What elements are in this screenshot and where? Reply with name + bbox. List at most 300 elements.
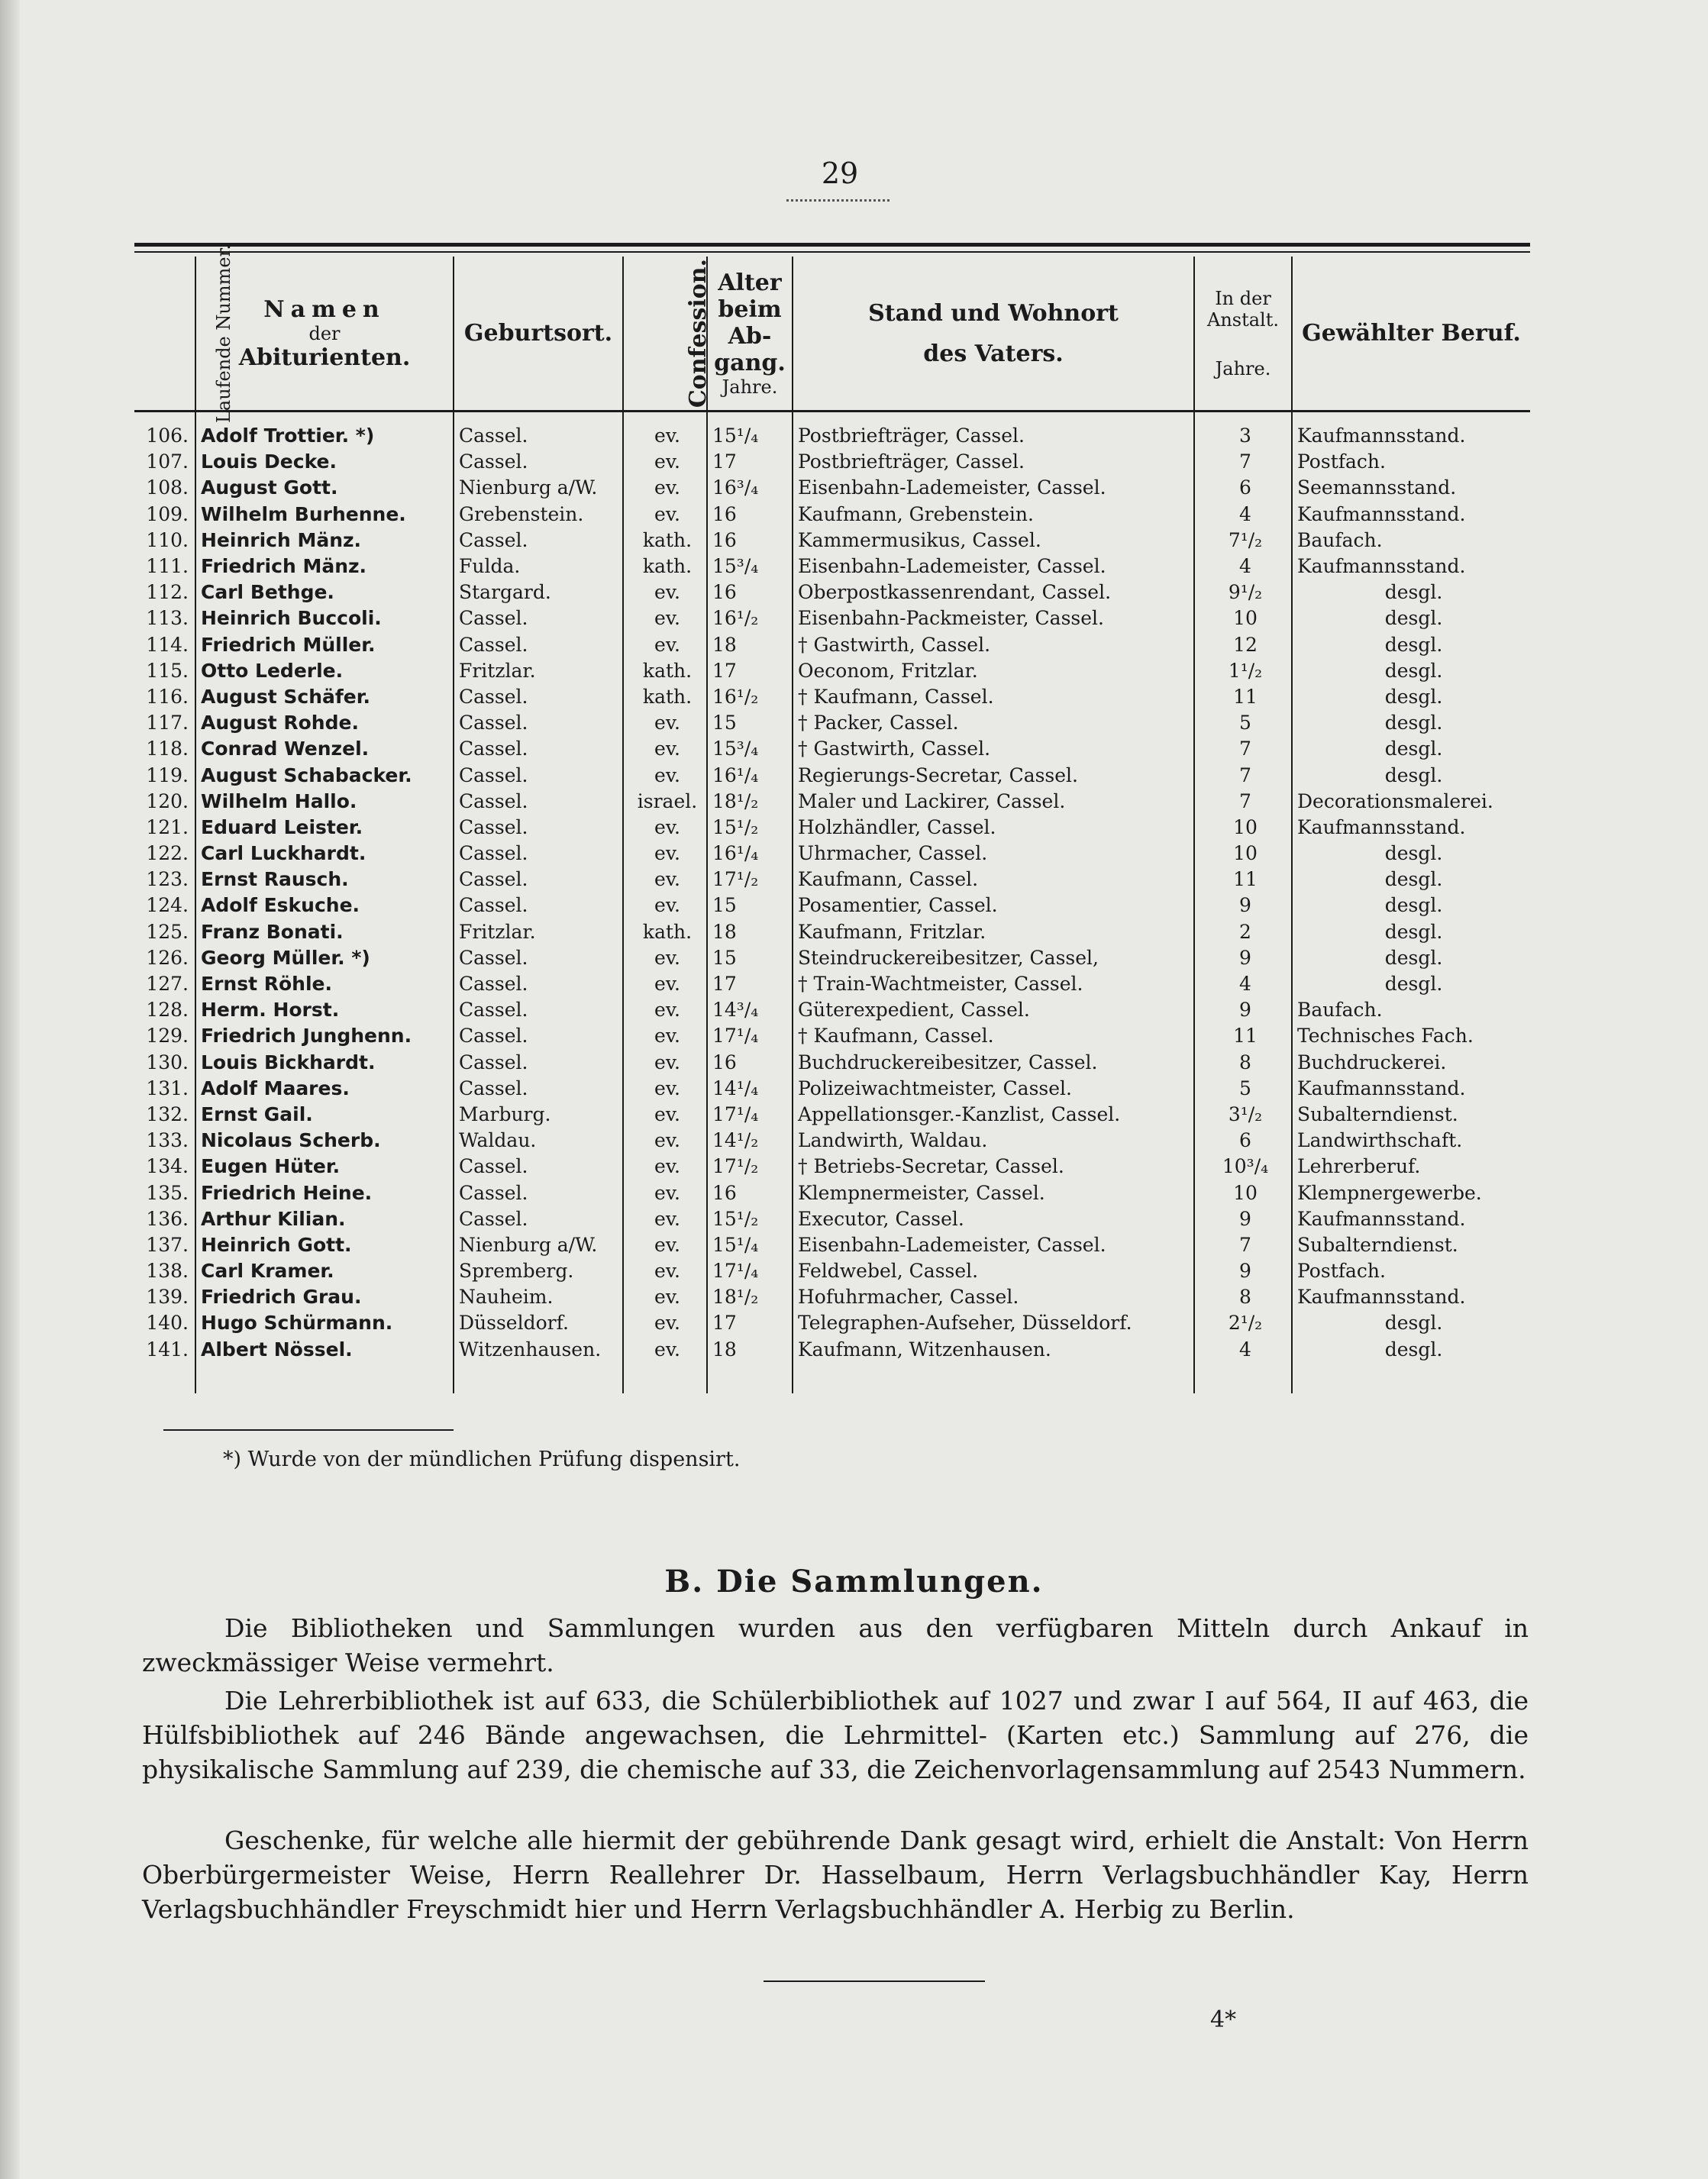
chosen-career: desgl. <box>1292 867 1530 893</box>
row-number: 134. <box>146 1155 189 1178</box>
table-row <box>134 502 1530 528</box>
chosen-career: Kaufmannsstand. <box>1292 502 1530 528</box>
father-occupation: Uhrmacher, Cassel. <box>793 841 1194 867</box>
years-at-institution: 10 <box>1194 605 1292 631</box>
student-name: August Gott. <box>195 475 454 501</box>
years-at-institution: 7 <box>1194 762 1292 788</box>
row-number: 127. <box>146 973 189 996</box>
father-occupation: Executor, Cassel. <box>793 1206 1194 1232</box>
years-at-institution: 2¹/₂ <box>1194 1310 1292 1336</box>
signature-mark: 4* <box>1210 2006 1237 2033</box>
chosen-career: desgl. <box>1292 945 1530 971</box>
table-top-rule <box>134 243 1530 247</box>
header-age-line2: beim <box>718 295 782 323</box>
father-occupation: Eisenbahn-Lademeister, Cassel. <box>793 554 1194 579</box>
father-occupation: Eisenbahn-Packmeister, Cassel. <box>793 605 1194 631</box>
row-number: 116. <box>146 685 189 708</box>
birthplace: Cassel. <box>454 1050 623 1076</box>
confession: israel. <box>623 789 707 815</box>
age-at-leaving: 16 <box>707 1180 793 1206</box>
chosen-career: Buchdruckerei. <box>1292 1050 1530 1076</box>
chosen-career: desgl. <box>1292 841 1530 867</box>
years-at-institution: 5 <box>1194 1076 1292 1102</box>
student-name: Heinrich Mänz. <box>195 528 454 554</box>
confession: ev. <box>623 412 707 450</box>
years-at-institution: 9¹/₂ <box>1194 579 1292 605</box>
years-at-institution: 4 <box>1194 971 1292 997</box>
header-father-line1: Stand und Wohnort <box>868 299 1119 327</box>
row-number: 139. <box>146 1286 189 1309</box>
birthplace: Cassel. <box>454 1076 623 1102</box>
father-occupation: Telegraphen-Aufseher, Düsseldorf. <box>793 1310 1194 1336</box>
confession: ev. <box>623 1310 707 1336</box>
student-name: Friedrich Mänz. <box>195 554 454 579</box>
confession: ev. <box>623 997 707 1023</box>
chosen-career: Postfach. <box>1292 449 1530 475</box>
paragraph-2 <box>142 1683 1529 1787</box>
age-at-leaving: 14³/₄ <box>707 997 793 1023</box>
age-at-leaving: 15 <box>707 945 793 971</box>
row-number: 125. <box>146 920 189 943</box>
table-row <box>134 919 1530 945</box>
table-top-rule-thin <box>134 251 1530 253</box>
confession: ev. <box>623 971 707 997</box>
student-name: Hugo Schürmann. <box>195 1310 454 1336</box>
age-at-leaving: 15³/₄ <box>707 554 793 579</box>
table-row <box>134 658 1530 684</box>
years-at-institution: 8 <box>1194 1284 1292 1310</box>
years-at-institution: 2 <box>1194 919 1292 945</box>
chosen-career: desgl. <box>1292 658 1530 684</box>
father-occupation: Kaufmann, Grebenstein. <box>793 502 1194 528</box>
table-row <box>134 762 1530 788</box>
years-at-institution: 4 <box>1194 502 1292 528</box>
father-occupation: Eisenbahn-Lademeister, Cassel. <box>793 475 1194 501</box>
student-name: Conrad Wenzel. <box>195 736 454 762</box>
birthplace: Cassel. <box>454 1180 623 1206</box>
birthplace: Cassel. <box>454 815 623 841</box>
birthplace: Düsseldorf. <box>454 1310 623 1336</box>
age-at-leaving: 17 <box>707 1310 793 1336</box>
father-occupation: † Betriebs-Secretar, Cassel. <box>793 1154 1194 1180</box>
chosen-career: desgl. <box>1292 893 1530 918</box>
years-at-institution: 5 <box>1194 710 1292 736</box>
row-number: 133. <box>146 1129 189 1152</box>
table-row <box>134 1284 1530 1310</box>
student-name: Ernst Rausch. <box>195 867 454 893</box>
chosen-career: desgl. <box>1292 762 1530 788</box>
table-row <box>134 1337 1530 1393</box>
father-occupation: Holzhändler, Cassel. <box>793 815 1194 841</box>
birthplace: Cassel. <box>454 893 623 918</box>
row-number: 136. <box>146 1207 189 1230</box>
birthplace: Fritzlar. <box>454 919 623 945</box>
chosen-career: desgl. <box>1292 736 1530 762</box>
header-name-line1: Namen <box>263 295 386 323</box>
confession: ev. <box>623 1337 707 1393</box>
table-row <box>134 1050 1530 1076</box>
chosen-career: desgl. <box>1292 971 1530 997</box>
row-number: 140. <box>146 1312 189 1335</box>
table-row <box>134 1128 1530 1154</box>
years-at-institution: 3¹/₂ <box>1194 1102 1292 1128</box>
page-edge-shadow <box>0 0 20 2179</box>
footnote: *) Wurde von der mündlichen Prüfung dispensirt. <box>223 1448 741 1471</box>
row-number: 132. <box>146 1102 189 1125</box>
father-occupation: Steindruckereibesitzer, Cassel, <box>793 945 1194 971</box>
age-at-leaving: 18 <box>707 1337 793 1393</box>
student-name: Friedrich Junghenn. <box>195 1023 454 1049</box>
table-row <box>134 710 1530 736</box>
years-at-institution: 7 <box>1194 789 1292 815</box>
age-at-leaving: 17¹/₄ <box>707 1023 793 1049</box>
chosen-career: Kaufmannsstand. <box>1292 1076 1530 1102</box>
father-occupation: Hofuhrmacher, Cassel. <box>793 1284 1194 1310</box>
student-name: Adolf Maares. <box>195 1076 454 1102</box>
years-at-institution: 4 <box>1194 1337 1292 1393</box>
father-occupation: Eisenbahn-Lademeister, Cassel. <box>793 1232 1194 1258</box>
row-number: 123. <box>146 868 189 891</box>
father-occupation: Polizeiwachtmeister, Cassel. <box>793 1076 1194 1102</box>
chosen-career: Klempnergewerbe. <box>1292 1180 1530 1206</box>
student-name: Carl Bethge. <box>195 579 454 605</box>
age-at-leaving: 18 <box>707 919 793 945</box>
student-name: Georg Müller. *) <box>195 945 454 971</box>
row-number: 128. <box>146 999 189 1022</box>
student-name: Ernst Gail. <box>195 1102 454 1128</box>
birthplace: Cassel. <box>454 997 623 1023</box>
table-row <box>134 997 1530 1023</box>
table-row <box>134 945 1530 971</box>
chosen-career: Landwirthschaft. <box>1292 1128 1530 1154</box>
birthplace: Cassel. <box>454 684 623 710</box>
header-birthplace <box>454 257 623 412</box>
table-row <box>134 1206 1530 1232</box>
years-at-institution: 7 <box>1194 449 1292 475</box>
table-row <box>134 736 1530 762</box>
row-number: 131. <box>146 1077 189 1099</box>
age-at-leaving: 16 <box>707 1050 793 1076</box>
father-occupation: Postbriefträger, Cassel. <box>793 412 1194 450</box>
chosen-career: desgl. <box>1292 710 1530 736</box>
years-at-institution: 6 <box>1194 1128 1292 1154</box>
birthplace: Cassel. <box>454 528 623 554</box>
table-row <box>134 528 1530 554</box>
confession: ev. <box>623 762 707 788</box>
table-row <box>134 1076 1530 1102</box>
confession: ev. <box>623 1284 707 1310</box>
student-name: Wilhelm Hallo. <box>195 789 454 815</box>
confession: ev. <box>623 1128 707 1154</box>
student-name: Carl Kramer. <box>195 1258 454 1284</box>
age-at-leaving: 16¹/₂ <box>707 684 793 710</box>
row-number: 126. <box>146 946 189 969</box>
years-at-institution: 1¹/₂ <box>1194 658 1292 684</box>
row-number: 135. <box>146 1181 189 1204</box>
birthplace: Cassel. <box>454 762 623 788</box>
birthplace: Stargard. <box>454 579 623 605</box>
age-at-leaving: 17¹/₄ <box>707 1102 793 1128</box>
row-number: 109. <box>146 502 189 525</box>
birthplace: Cassel. <box>454 449 623 475</box>
father-occupation: Postbriefträger, Cassel. <box>793 449 1194 475</box>
father-occupation: Kaufmann, Witzenhausen. <box>793 1337 1194 1393</box>
chosen-career: Postfach. <box>1292 1258 1530 1284</box>
row-number: 111. <box>146 555 189 578</box>
years-at-institution: 9 <box>1194 997 1292 1023</box>
age-at-leaving: 14¹/₄ <box>707 1076 793 1102</box>
header-name-line3: Abiturienten. <box>238 344 411 371</box>
student-name: Carl Luckhardt. <box>195 841 454 867</box>
confession: ev. <box>623 1076 707 1102</box>
page-number: 29 <box>821 157 859 190</box>
header-age <box>707 257 793 412</box>
birthplace: Nienburg a/W. <box>454 475 623 501</box>
years-at-institution: 3 <box>1194 412 1292 450</box>
header-name <box>195 257 454 412</box>
father-occupation: Güterexpedient, Cassel. <box>793 997 1194 1023</box>
birthplace: Marburg. <box>454 1102 623 1128</box>
row-number: 106. <box>146 425 189 447</box>
age-at-leaving: 17¹/₄ <box>707 1258 793 1284</box>
row-number: 108. <box>146 476 189 499</box>
age-at-leaving: 14¹/₂ <box>707 1128 793 1154</box>
birthplace: Cassel. <box>454 412 623 450</box>
student-name: Adolf Eskuche. <box>195 893 454 918</box>
age-at-leaving: 15¹/₄ <box>707 1232 793 1258</box>
age-at-leaving: 16¹/₄ <box>707 841 793 867</box>
chosen-career: desgl. <box>1292 1337 1530 1393</box>
age-at-leaving: 15¹/₂ <box>707 815 793 841</box>
father-occupation: Landwirth, Waldau. <box>793 1128 1194 1154</box>
father-occupation: Maler und Lackirer, Cassel. <box>793 789 1194 815</box>
age-at-leaving: 18¹/₂ <box>707 789 793 815</box>
father-occupation: Kammermusikus, Cassel. <box>793 528 1194 554</box>
father-occupation: † Gastwirth, Cassel. <box>793 632 1194 658</box>
chosen-career: Subalterndienst. <box>1292 1102 1530 1128</box>
abiturienten-table <box>134 244 1530 1393</box>
row-number: 129. <box>146 1025 189 1048</box>
age-at-leaving: 18 <box>707 632 793 658</box>
chosen-career: Kaufmannsstand. <box>1292 815 1530 841</box>
student-name: Herm. Horst. <box>195 997 454 1023</box>
chosen-career: desgl. <box>1292 919 1530 945</box>
header-number <box>134 244 235 423</box>
confession: ev. <box>623 1102 707 1128</box>
student-name: Eduard Leister. <box>195 815 454 841</box>
row-number: 110. <box>146 528 189 551</box>
confession: ev. <box>623 502 707 528</box>
birthplace: Waldau. <box>454 1128 623 1154</box>
header-age-line1: Alter <box>718 269 782 296</box>
row-number: 118. <box>146 738 189 760</box>
confession: ev. <box>623 815 707 841</box>
row-number: 113. <box>146 607 189 630</box>
years-at-institution: 4 <box>1194 554 1292 579</box>
ornament-rule <box>786 195 890 202</box>
birthplace: Cassel. <box>454 867 623 893</box>
student-name: Adolf Trottier. *) <box>195 412 454 450</box>
father-occupation: Oeconom, Fritzlar. <box>793 658 1194 684</box>
table-row <box>134 449 1530 475</box>
row-number: 117. <box>146 712 189 734</box>
father-occupation: Oberpostkassenrendant, Cassel. <box>793 579 1194 605</box>
confession: ev. <box>623 632 707 658</box>
confession: ev. <box>623 1232 707 1258</box>
table-row <box>134 893 1530 918</box>
chosen-career: Decorationsmalerei. <box>1292 789 1530 815</box>
age-at-leaving: 15¹/₄ <box>707 412 793 450</box>
age-at-leaving: 16³/₄ <box>707 475 793 501</box>
table-row <box>134 1232 1530 1258</box>
birthplace: Nauheim. <box>454 1284 623 1310</box>
header-institution-line3: Jahre. <box>1215 357 1271 379</box>
birthplace: Cassel. <box>454 1023 623 1049</box>
chosen-career: Kaufmannsstand. <box>1292 1206 1530 1232</box>
student-name: Otto Lederle. <box>195 658 454 684</box>
father-occupation: Kaufmann, Fritzlar. <box>793 919 1194 945</box>
years-at-institution: 8 <box>1194 1050 1292 1076</box>
paragraph-3-text: Geschenke, für welche alle hiermit der gebührende Dank gesagt wird, erhielt die Anstalt: Von Herrn Oberbürgermeister Weise, Herrn Reallehrer Dr. Hasselbaum, Herrn Verlagsbuchhändler Kay, Herrn Verlagsbuchhändler Freyschmidt hier und Herrn Verlagsbuchhändler A. Herbig zu Berlin. <box>142 1826 1529 1924</box>
years-at-institution: 9 <box>1194 1258 1292 1284</box>
section-title: B. Die Sammlungen. <box>664 1564 1044 1600</box>
header-confession <box>623 257 712 412</box>
table-row <box>134 1258 1530 1284</box>
student-name: Louis Decke. <box>195 449 454 475</box>
header-institution-line1: In der <box>1215 287 1271 309</box>
age-at-leaving: 18¹/₂ <box>707 1284 793 1310</box>
chosen-career: desgl. <box>1292 684 1530 710</box>
birthplace: Nienburg a/W. <box>454 1232 623 1258</box>
row-number: 115. <box>146 659 189 682</box>
confession: ev. <box>623 710 707 736</box>
paragraph-1-text: Die Bibliotheken und Sammlungen wurden aus den verfügbaren Mitteln durch Ankauf in zweckmässiger Weise vermehrt. <box>142 1613 1529 1677</box>
student-name: Nicolaus Scherb. <box>195 1128 454 1154</box>
father-occupation: † Packer, Cassel. <box>793 710 1194 736</box>
age-at-leaving: 16 <box>707 528 793 554</box>
father-occupation: † Train-Wachtmeister, Cassel. <box>793 971 1194 997</box>
row-number: 107. <box>146 450 189 473</box>
table-row <box>134 867 1530 893</box>
table-row <box>134 475 1530 501</box>
confession: kath. <box>623 684 707 710</box>
chosen-career: desgl. <box>1292 605 1530 631</box>
years-at-institution: 9 <box>1194 893 1292 918</box>
table-row <box>134 579 1530 605</box>
years-at-institution: 10 <box>1194 1180 1292 1206</box>
paragraph-2-text: Die Lehrerbibliothek ist auf 633, die Schülerbibliothek auf 1027 und zwar I auf 564, II auf 463, die Hülfsbibliothek auf 246 Bände angewachsen, die Lehrmittel- (Karten etc.) Sammlung auf 276, die physikalische Sammlung auf 239, die chemische auf 33, die Zeichenvorlagensammlung auf 2543 Nummern. <box>142 1686 1529 1784</box>
paragraph-3 <box>142 1823 1529 1926</box>
father-occupation: † Kaufmann, Cassel. <box>793 1023 1194 1049</box>
confession: ev. <box>623 1180 707 1206</box>
birthplace: Fulda. <box>454 554 623 579</box>
header-institution-line2: Anstalt. <box>1206 308 1279 331</box>
years-at-institution: 7¹/₂ <box>1194 528 1292 554</box>
confession: ev. <box>623 945 707 971</box>
student-name: Albert Nössel. <box>195 1337 454 1393</box>
confession: ev. <box>623 1050 707 1076</box>
age-at-leaving: 16¹/₂ <box>707 605 793 631</box>
paragraph-1 <box>142 1611 1529 1680</box>
table-row <box>134 815 1530 841</box>
header-father-line2: des Vaters. <box>923 340 1064 367</box>
chosen-career: Seemannsstand. <box>1292 475 1530 501</box>
row-number: 130. <box>146 1051 189 1073</box>
age-at-leaving: 16 <box>707 502 793 528</box>
chosen-career: Kaufmannsstand. <box>1292 1284 1530 1310</box>
father-occupation: † Kaufmann, Cassel. <box>793 684 1194 710</box>
student-name: Heinrich Gott. <box>195 1232 454 1258</box>
years-at-institution: 11 <box>1194 684 1292 710</box>
years-at-institution: 10³/₄ <box>1194 1154 1292 1180</box>
table-row <box>134 1310 1530 1336</box>
header-number-label: Laufende Nummer. <box>213 244 235 423</box>
years-at-institution: 7 <box>1194 736 1292 762</box>
student-name: Wilhelm Burhenne. <box>195 502 454 528</box>
row-number: 114. <box>146 633 189 656</box>
age-at-leaving: 16 <box>707 579 793 605</box>
birthplace: Cassel. <box>454 1154 623 1180</box>
confession: ev. <box>623 893 707 918</box>
header-age-line4: gang. <box>714 349 786 376</box>
years-at-institution: 12 <box>1194 632 1292 658</box>
confession: ev. <box>623 1206 707 1232</box>
row-number: 124. <box>146 894 189 917</box>
birthplace: Cassel. <box>454 632 623 658</box>
confession: ev. <box>623 1023 707 1049</box>
age-at-leaving: 16¹/₄ <box>707 762 793 788</box>
years-at-institution: 11 <box>1194 867 1292 893</box>
row-number: 112. <box>146 581 189 604</box>
table-row <box>134 1023 1530 1049</box>
confession: kath. <box>623 919 707 945</box>
chosen-career: Baufach. <box>1292 997 1530 1023</box>
table-row <box>134 605 1530 631</box>
birthplace: Grebenstein. <box>454 502 623 528</box>
age-at-leaving: 17¹/₂ <box>707 1154 793 1180</box>
table-row <box>134 1154 1530 1180</box>
chosen-career: desgl. <box>1292 632 1530 658</box>
age-at-leaving: 17 <box>707 971 793 997</box>
table-body <box>134 412 1530 1393</box>
table-row <box>134 841 1530 867</box>
chosen-career: desgl. <box>1292 1310 1530 1336</box>
header-institution <box>1194 257 1292 412</box>
table-row <box>134 1102 1530 1128</box>
row-number: 137. <box>146 1233 189 1256</box>
student-name: August Schäfer. <box>195 684 454 710</box>
row-number: 119. <box>146 763 189 786</box>
birthplace: Cassel. <box>454 736 623 762</box>
header-name-line2: der <box>308 322 341 344</box>
table-row <box>134 632 1530 658</box>
confession: kath. <box>623 658 707 684</box>
birthplace: Witzenhausen. <box>454 1337 623 1393</box>
years-at-institution: 6 <box>1194 475 1292 501</box>
header-age-line5: Jahre. <box>722 376 778 398</box>
birthplace: Cassel. <box>454 710 623 736</box>
confession: ev. <box>623 867 707 893</box>
student-name: August Schabacker. <box>195 762 454 788</box>
years-at-institution: 9 <box>1194 945 1292 971</box>
row-number: 120. <box>146 789 189 812</box>
birthplace: Cassel. <box>454 789 623 815</box>
father-occupation: Buchdruckereibesitzer, Cassel. <box>793 1050 1194 1076</box>
birthplace: Cassel. <box>454 945 623 971</box>
years-at-institution: 11 <box>1194 1023 1292 1049</box>
age-at-leaving: 17 <box>707 449 793 475</box>
confession: kath. <box>623 554 707 579</box>
